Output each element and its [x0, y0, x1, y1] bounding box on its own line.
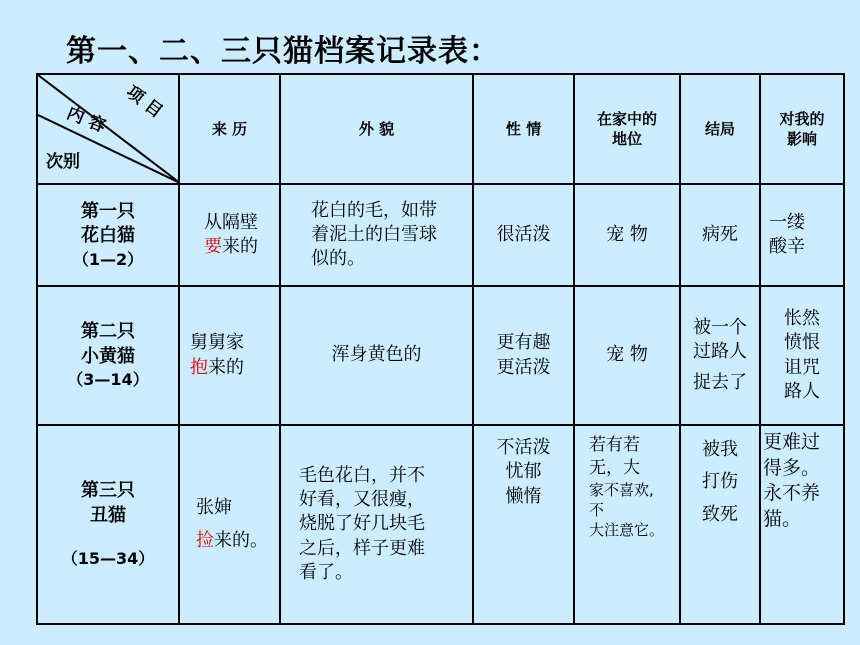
cat-name: 小黄猫 — [81, 345, 135, 367]
table-row — [37, 184, 844, 286]
effect-line: 酸辛 — [769, 236, 805, 257]
temper-line: 不活泼 — [496, 437, 551, 458]
origin-line2: 来的。 — [214, 529, 268, 551]
effect-line: 猫。 — [763, 507, 802, 530]
origin-verb: 要 — [204, 236, 222, 257]
status-line: 若有若 — [589, 435, 640, 455]
origin-cell — [179, 184, 280, 286]
effect-cell — [760, 286, 844, 425]
status-line: 家不喜欢, — [589, 480, 654, 499]
header-effect-line1: 对我的 — [779, 109, 825, 128]
appearance-line: 似的。 — [311, 248, 365, 270]
appearance-line: 烧脱了好几块毛 — [299, 513, 425, 535]
effect-line: 愤恨 — [784, 332, 820, 354]
appearance-line: 好看，又很瘦， — [299, 489, 425, 511]
temper-cell — [473, 425, 574, 624]
temper-line: 懒惰 — [505, 485, 542, 507]
temper-line: 更有趣 — [496, 332, 551, 354]
temper-cell — [473, 184, 574, 286]
status-line: 不 — [589, 501, 605, 520]
origin-cell — [179, 425, 280, 624]
diag-label-order: 次别 — [46, 152, 80, 172]
effect-cell — [760, 184, 844, 286]
paragraph-range: （1—2） — [72, 249, 144, 269]
header-temper: 性 情 — [473, 74, 574, 184]
cat-ordinal: 第二只 — [81, 321, 135, 343]
origin-line2: 来的 — [222, 236, 258, 257]
table-row — [37, 286, 844, 425]
origin-verb: 捡 — [196, 529, 214, 551]
diag-label-item: 项 目 — [122, 82, 167, 123]
effect-cell — [760, 425, 844, 624]
header-origin: 来 历 — [179, 74, 280, 184]
diag-label-content: 内 容 — [63, 103, 109, 137]
cat-record-table — [36, 73, 845, 625]
paragraph-range: （3—14） — [67, 370, 149, 389]
effect-line: 诅咒 — [784, 356, 820, 378]
temper-line: 忧郁 — [505, 461, 542, 483]
temper-cell — [473, 286, 574, 425]
cat-name-cell — [37, 184, 179, 286]
table-row — [37, 425, 844, 624]
origin-line1: 舅舅家 — [190, 332, 244, 354]
effect-line: 路人 — [784, 380, 820, 402]
header-status — [574, 74, 680, 184]
status-text: 宠 物 — [606, 223, 648, 245]
status-cell — [574, 425, 680, 624]
appearance-line: 浑身黄色的 — [331, 344, 422, 366]
header-appearance: 外 貌 — [280, 74, 473, 184]
origin-cell — [179, 286, 280, 425]
appearance-line: 花白的毛，如带 — [311, 199, 437, 221]
header-effect — [760, 74, 844, 184]
appearance-line: 毛色花白，并不 — [299, 464, 425, 486]
origin-line1: 从隔壁 — [204, 211, 258, 233]
appearance-cell — [280, 184, 473, 286]
ending-line: 捉去了 — [693, 371, 747, 393]
ending-line: 致死 — [702, 503, 738, 525]
status-line: 大注意它。 — [589, 521, 665, 540]
ending-line: 被一个 — [693, 317, 747, 339]
status-cell — [574, 184, 680, 286]
header-status-line1: 在家中的 — [596, 109, 657, 128]
ending-line: 过路人 — [693, 341, 747, 363]
effect-line: 怅然 — [784, 307, 820, 329]
origin-verb: 抱 — [190, 356, 208, 378]
cat-name: 丑猫 — [90, 504, 126, 526]
ending-line: 打伤 — [702, 471, 738, 493]
header-effect-line2: 影响 — [786, 130, 817, 148]
appearance-line: 之后，样子更难 — [299, 537, 425, 559]
ending-line: 被我 — [702, 439, 738, 460]
status-text: 宠 物 — [606, 344, 648, 366]
cat-name: 花白猫 — [81, 225, 135, 247]
header-status-line2: 地位 — [611, 130, 642, 148]
ending-cell — [680, 184, 760, 286]
temper-line: 很活泼 — [496, 223, 551, 245]
appearance-line: 着泥土的白雪球 — [311, 223, 437, 245]
temper-line: 更活泼 — [496, 356, 551, 378]
diagonal-header-cell — [37, 74, 179, 184]
header-ending: 结局 — [680, 74, 760, 184]
appearance-line: 看了。 — [299, 561, 353, 583]
status-cell — [574, 286, 680, 425]
page-title: 第一、二、三只猫档案记录表： — [66, 34, 500, 69]
paragraph-range: （15—34） — [61, 549, 155, 568]
origin-line2: 来的 — [208, 356, 244, 378]
cat-name-cell — [37, 425, 179, 624]
origin-line1: 张婶 — [196, 497, 232, 519]
effect-line: 永不养 — [763, 482, 821, 505]
cat-ordinal: 第三只 — [81, 480, 135, 502]
header-row — [37, 74, 844, 184]
ending-cell — [680, 286, 760, 425]
appearance-cell — [280, 286, 473, 425]
appearance-cell — [280, 425, 473, 624]
cat-ordinal: 第一只 — [81, 200, 135, 222]
ending-cell — [680, 425, 760, 624]
ending-line: 病死 — [702, 223, 738, 245]
effect-line: 得多。 — [763, 456, 821, 479]
effect-line: 一缕 — [769, 211, 805, 233]
effect-line: 更难过 — [763, 431, 821, 453]
cat-name-cell — [37, 286, 179, 425]
status-line: 无，大 — [589, 457, 640, 478]
